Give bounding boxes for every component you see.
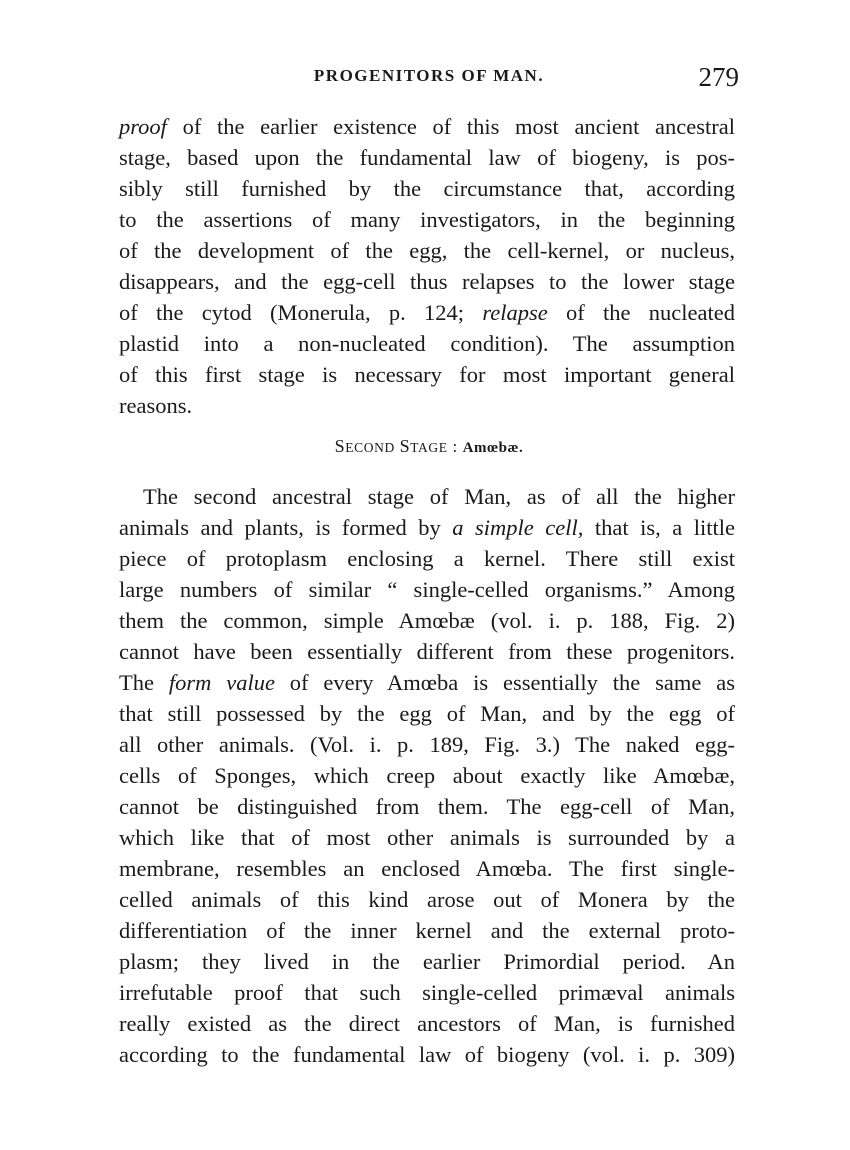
text-line: animals and plants, is formed by a simple cell, that is, a little <box>119 515 735 540</box>
page-number: 279 <box>698 62 739 92</box>
text-line: irrefutable proof that such single-celled primæval animals <box>119 980 735 1005</box>
text-line: piece of protoplasm enclosing a kernel. There still exist <box>119 546 735 571</box>
text-line: celled animals of this kind arose out of Monera by the <box>119 887 735 912</box>
text-line: that still possessed by the egg of Man, and by the egg of <box>119 701 735 726</box>
text-line: all other animals. (Vol. i. p. 189, Fig. 3.) The naked egg- <box>119 732 735 757</box>
text-line: The form value of every Amœba is essentially the same as <box>119 670 735 695</box>
text-line: of this first stage is necessary for most important general <box>119 362 735 387</box>
text-line: membrane, resembles an enclosed Amœba. The first single- <box>119 856 735 881</box>
running-title: PROGENITORS OF MAN. <box>313 66 545 85</box>
paragraph-proof <box>119 111 735 421</box>
text-line: plasm; they lived in the earlier Primordial period. An <box>119 949 735 974</box>
text-line: according to the fundamental law of biogeny (vol. i. p. 309) <box>119 1042 735 1067</box>
text-line: differentiation of the inner kernel and the external proto- <box>119 918 735 943</box>
text-line: The second ancestral stage of Man, as of all the higher <box>143 484 735 509</box>
text-line: of the development of the egg, the cell-kernel, or nucleus, <box>119 238 735 263</box>
text-line: sibly still furnished by the circumstance that, according <box>119 176 735 201</box>
text-line: reasons. <box>119 393 193 418</box>
section-taxon: Amœbæ. <box>462 440 524 456</box>
text-line: plastid into a non-nucleated condition). The assumption <box>119 331 735 356</box>
text-line: to the assertions of many investigators, in the beginning <box>119 207 735 232</box>
text-line: which like that of most other animals is surrounded by a <box>119 825 735 850</box>
section-heading: SECOND STAGE : Amœbæ. <box>334 436 524 456</box>
text-line: cannot be distinguished from them. The egg-cell of Man, <box>119 794 735 819</box>
text-line: stage, based upon the fundamental law of biogeny, is pos- <box>119 145 735 170</box>
text-line: them the common, simple Amœbæ (vol. i. p. 188, Fig. 2) <box>119 608 735 633</box>
paragraph-second-stage <box>119 481 735 1070</box>
text-line: really existed as the direct ancestors of Man, is furnished <box>119 1011 735 1036</box>
text-line: large numbers of similar “ single-celled organisms.” Among <box>119 577 735 602</box>
text-line: disappears, and the egg-cell thus relapses to the lower stage <box>119 269 735 294</box>
text-line: proof of the earlier existence of this most ancient ancestral <box>119 114 735 139</box>
text-line: cells of Sponges, which creep about exactly like Amœbæ, <box>119 763 735 788</box>
text-line: cannot have been essentially different from these progenitors. <box>119 639 735 664</box>
text-line: of the cytod (Monerula, p. 124; relapse of the nucleated <box>119 300 736 325</box>
running-head <box>119 62 739 98</box>
